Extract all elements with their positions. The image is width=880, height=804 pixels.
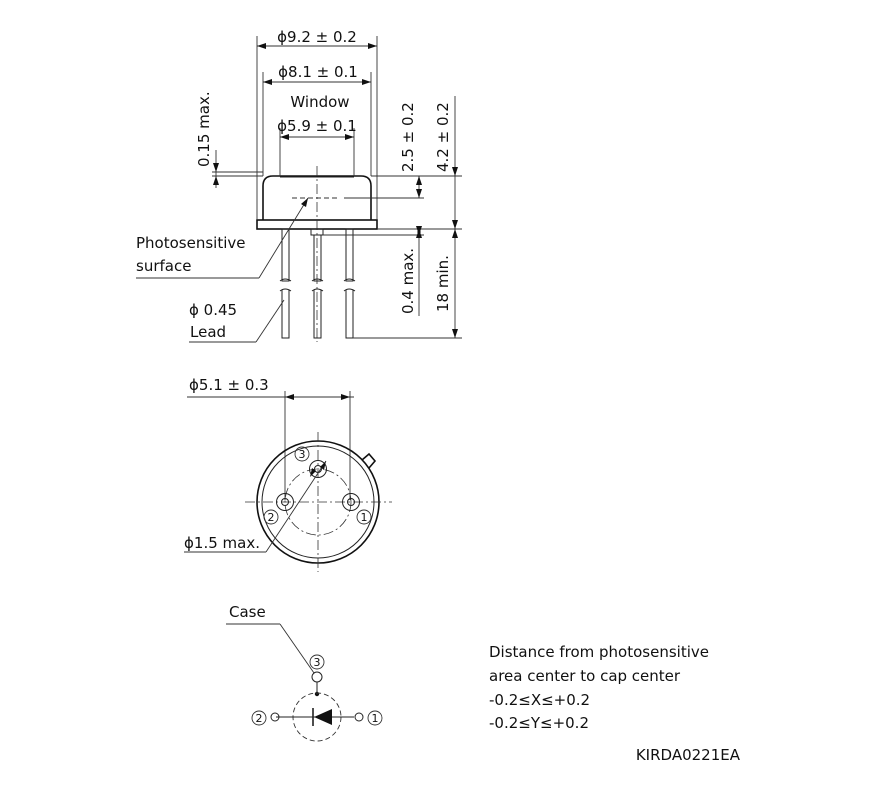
window-diameter-label: ϕ5.9 ± 0.1 (277, 117, 357, 135)
side-view (136, 28, 462, 342)
note-line-4: -0.2≤Y≤+0.2 (489, 714, 589, 732)
pin-schematic (226, 603, 382, 741)
window-label: Window (290, 93, 350, 111)
lead-label: Lead (190, 323, 227, 341)
schem-pin-3: 3 (313, 656, 321, 669)
bottom-view (184, 376, 392, 572)
pin-3-number: 3 (298, 448, 306, 461)
drawing-code: KIRDA0221EA (635, 746, 740, 764)
pin-circle-diameter-label: ϕ5.1 ± 0.3 (189, 376, 269, 394)
stub-height-label: 0.4 max. (399, 247, 417, 314)
hole-diameter-label: ϕ1.5 max. (184, 534, 260, 552)
total-height-label: 4.2 ± 0.2 (434, 102, 452, 172)
photosensitive-label-line1: Photosensitive (136, 234, 246, 252)
tolerance-note (489, 643, 709, 732)
lead-diameter-label: ϕ 0.45 (189, 301, 238, 319)
lead-length-label: 18 min. (434, 255, 452, 312)
schem-pin-2: 2 (255, 712, 263, 725)
note-line-3: -0.2≤X≤+0.2 (489, 691, 591, 709)
note-line-1: Distance from photosensitive (489, 643, 709, 661)
case-label: Case (229, 603, 266, 621)
diode-symbol (314, 709, 332, 725)
note-line-2: area center to cap center (489, 667, 681, 685)
schem-pin-1: 1 (371, 712, 379, 725)
outer-diameter-label: ϕ9.2 ± 0.2 (277, 28, 357, 46)
pin-1-number: 1 (360, 511, 368, 524)
leads (280, 229, 355, 338)
pin-2-number: 2 (267, 511, 275, 524)
photosensitive-label-line2: surface (136, 257, 192, 275)
cap-height-label: 2.5 ± 0.2 (399, 102, 417, 172)
flange-thickness-label: 0.15 max. (195, 91, 213, 167)
cap-diameter-label: ϕ8.1 ± 0.1 (278, 63, 358, 81)
